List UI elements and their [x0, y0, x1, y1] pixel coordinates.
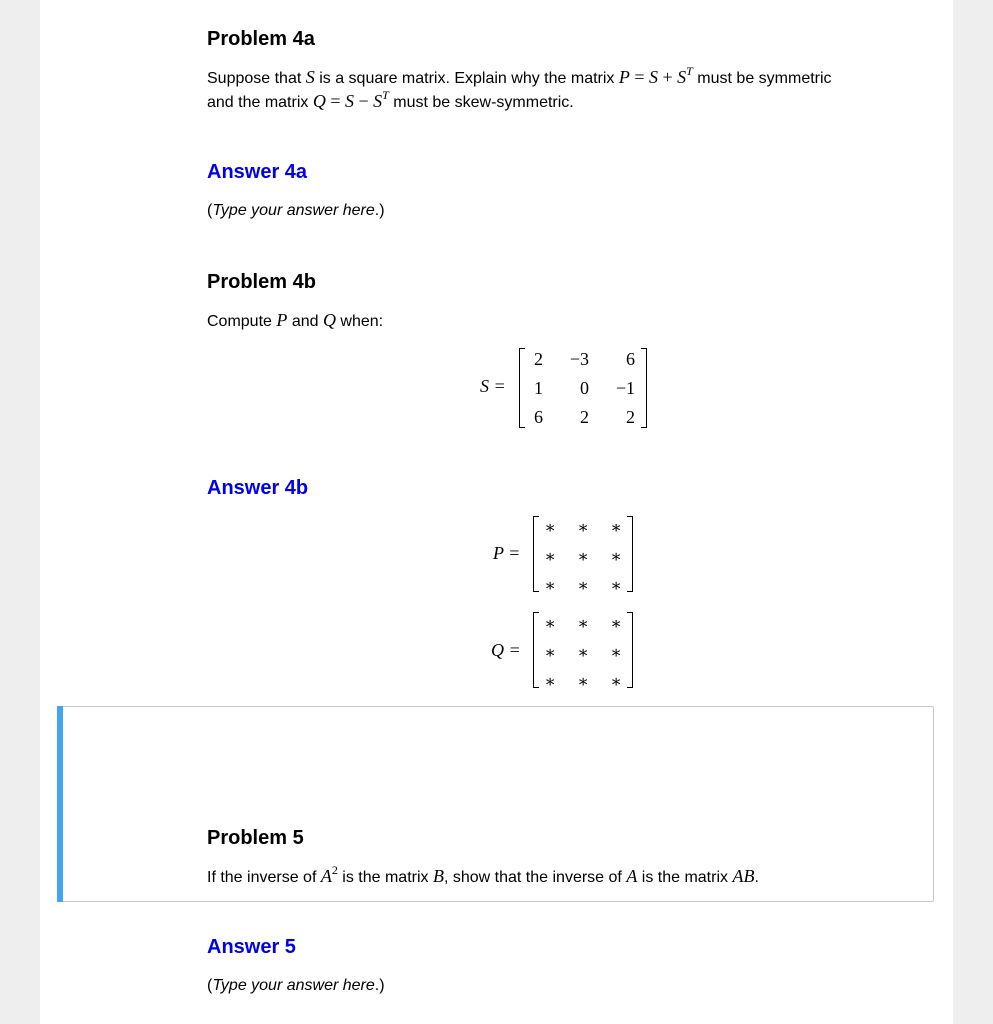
problem-5-heading: Problem 5	[207, 827, 304, 849]
matrix-s-cell: −3	[569, 349, 589, 369]
problem-4b-heading: Problem 4b	[207, 271, 316, 293]
problem-4a-text-line1: Suppose that S is a square matrix. Explain why the matrix $P = S + S^T$ must be symmetric	[207, 64, 832, 87]
matrix-p-cell[interactable]: ∗	[544, 576, 556, 595]
matrix-q-label: Q =	[491, 640, 521, 660]
matrix-s-right-bracket	[641, 348, 647, 428]
matrix-p-cell[interactable]: ∗	[577, 518, 589, 537]
matrix-p-cell[interactable]: ∗	[610, 547, 622, 566]
matrix-p-left-bracket	[533, 516, 539, 592]
matrix-s-cell: 2	[626, 407, 635, 427]
matrix-q-cell[interactable]: ∗	[577, 672, 589, 691]
matrix-q-right-bracket	[627, 612, 633, 688]
matrix-q-cell[interactable]: ∗	[610, 672, 622, 691]
matrix-p-cell[interactable]: ∗	[610, 518, 622, 537]
matrix-q-cell[interactable]: ∗	[610, 614, 622, 633]
answer-4a-placeholder[interactable]: (Type your answer here.)	[207, 202, 385, 219]
matrix-q-cell[interactable]: ∗	[610, 643, 622, 662]
matrix-p-cell[interactable]: ∗	[544, 518, 556, 537]
matrix-q-cell[interactable]: ∗	[544, 672, 556, 691]
matrix-p-cell[interactable]: ∗	[610, 576, 622, 595]
answer-5-placeholder[interactable]: (Type your answer here.)	[207, 977, 385, 994]
matrix-q-cell[interactable]: ∗	[544, 643, 556, 662]
problem-4b-text: Compute P and Q when:	[207, 310, 384, 330]
answer-5-heading: Answer 5	[207, 936, 296, 958]
matrix-s-cell: −1	[615, 378, 635, 398]
matrix-q-cell[interactable]: ∗	[577, 614, 589, 633]
matrix-s-cell: 6	[534, 407, 543, 427]
problem-4a-heading: Problem 4a	[207, 28, 315, 50]
problem-4a-text-line2: and the matrix $Q = S - S^T$ must be skew-symmetric.	[207, 88, 574, 111]
matrix-p-right-bracket	[627, 516, 633, 592]
matrix-s-label: S =	[480, 376, 506, 396]
matrix-q-cell[interactable]: ∗	[577, 643, 589, 662]
matrix-s-cell: 2	[534, 349, 543, 369]
problem-5-text: If the inverse of $A^2$ is the matrix B, show that the inverse of A is the matrix AB.	[207, 863, 759, 886]
matrix-s-cell: 2	[580, 407, 589, 427]
answer-4a-heading: Answer 4a	[207, 161, 308, 183]
matrix-p-cell[interactable]: ∗	[544, 547, 556, 566]
matrix-s-cell: 6	[626, 349, 635, 369]
answer-4b-heading: Answer 4b	[207, 477, 309, 499]
matrix-s-cell: 1	[534, 378, 543, 398]
matrix-p-label: P =	[493, 543, 521, 563]
matrix-s-cell: 0	[580, 378, 589, 398]
matrix-q-left-bracket	[533, 612, 539, 688]
cell-selection-indicator	[57, 706, 63, 902]
matrix-p-cell[interactable]: ∗	[577, 547, 589, 566]
matrix-q-cell[interactable]: ∗	[544, 614, 556, 633]
matrix-p-cell[interactable]: ∗	[577, 576, 589, 595]
